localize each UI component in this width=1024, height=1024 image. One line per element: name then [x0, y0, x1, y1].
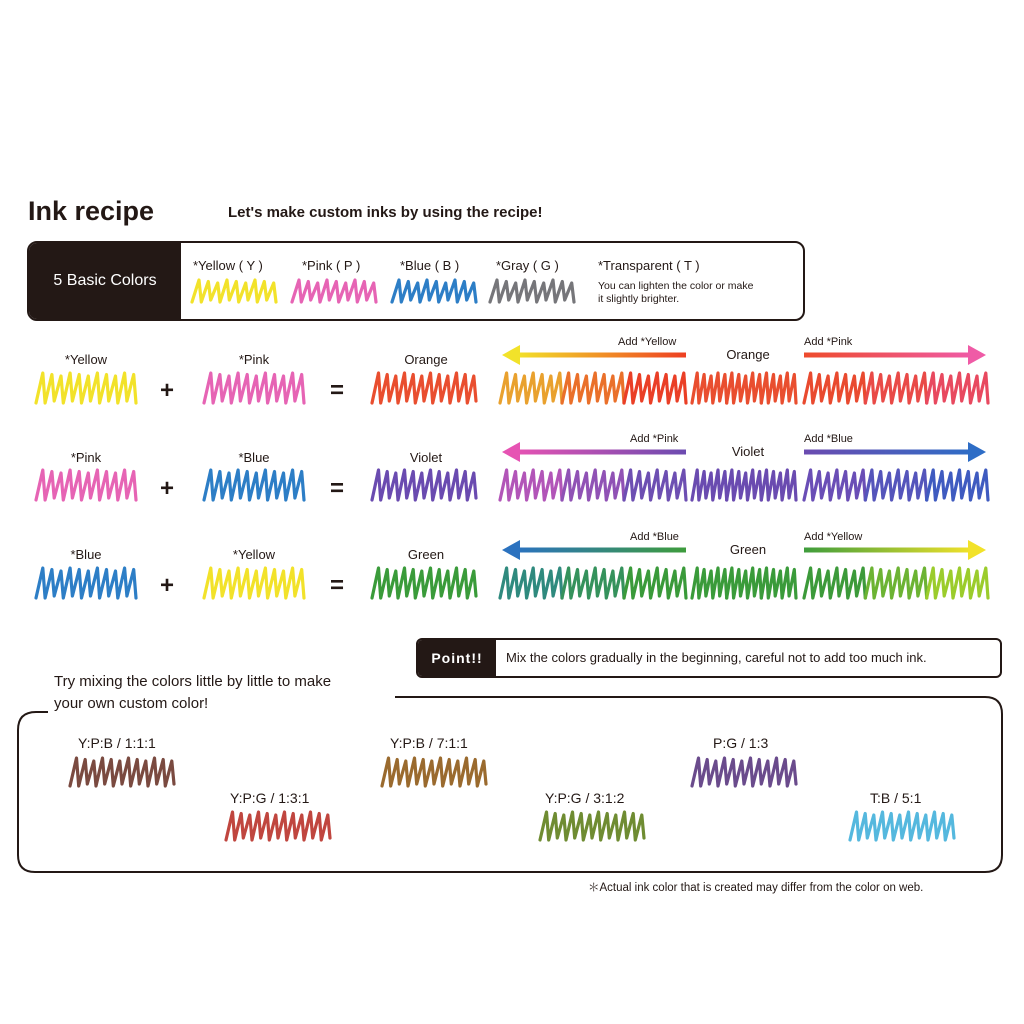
recipe1-strip-0-2: [624, 373, 686, 403]
equals-sign: =: [330, 377, 345, 404]
recipe3-strip-2-0: [804, 568, 865, 598]
custom-intro-line2: your own custom color!: [54, 695, 209, 712]
custom-intro-line1: Try mixing the colors little by little to make: [54, 673, 332, 690]
point-panel: [416, 638, 1002, 678]
custom-sample-label-2: Y:P:G / 1:3:1: [230, 790, 310, 806]
custom-sample-swatch-3: [382, 758, 486, 786]
recipe2-left-add-label: Add *Pink: [630, 433, 679, 445]
swatch-group: [36, 280, 988, 840]
recipe1-strip-0-0: [500, 373, 562, 403]
basic-swatch-1: [292, 280, 376, 302]
recipe1-left-arrow: [502, 345, 686, 365]
point-label: Point!!: [418, 640, 496, 676]
recipe2-b-swatch: [204, 470, 304, 500]
custom-sample-swatch-4: [540, 812, 644, 840]
recipe1-strip-1-0: [692, 373, 727, 403]
basic-colors-label: 5 Basic Colors: [29, 243, 181, 319]
recipe3-left-add-label: Add *Blue: [630, 531, 679, 543]
recipe1-strip-1-1: [727, 373, 762, 403]
recipe1-strip-2-2: [927, 373, 988, 403]
custom-sample-swatch-2: [226, 812, 330, 840]
custom-sample-swatch-1: [70, 758, 174, 786]
recipe3-strip-1-0: [692, 568, 727, 598]
custom-sample-label-6: T:B / 5:1: [870, 790, 922, 806]
recipe3-a-label: *Blue: [70, 547, 102, 562]
recipe2-strip-2-0: [804, 470, 865, 500]
recipe2-strip-1-0: [692, 470, 727, 500]
recipe1-left-add-label: Add *Yellow: [618, 336, 677, 348]
recipe3-strip-0-0: [500, 568, 562, 598]
custom-sample-label-3: Y:P:B / 7:1:1: [390, 735, 468, 751]
recipe3-strip-1-2: [761, 568, 796, 598]
basic-color-label-yellow: *Yellow ( Y ): [193, 258, 263, 273]
recipe3-strip-0-1: [562, 568, 624, 598]
recipe1-result-label: Orange: [404, 352, 448, 367]
recipe2-strip-0-2: [624, 470, 686, 500]
recipe1-result-swatch: [372, 373, 476, 403]
transparent-desc-line2: it slightly brighter.: [598, 293, 680, 305]
recipe3-strip-2-2: [927, 568, 988, 598]
plus-sign: +: [160, 377, 175, 404]
recipe2-strip-2-1: [865, 470, 926, 500]
recipe3-strip-1-1: [727, 568, 762, 598]
recipe2-right-arrow: [804, 442, 986, 462]
custom-sample-swatch-5: [692, 758, 796, 786]
recipe1-strip-2-0: [804, 373, 865, 403]
basic-color-label-transparent: *Transparent ( T ): [598, 258, 700, 273]
equals-sign: =: [330, 572, 345, 599]
recipe2-result-swatch: [372, 470, 476, 500]
recipe1-strip-2-1: [865, 373, 926, 403]
recipe1-a-swatch: [36, 373, 136, 403]
recipe3-b-label: *Yellow: [232, 547, 276, 562]
recipe2-strip-2-2: [927, 470, 988, 500]
recipe3-a-swatch: [36, 568, 136, 598]
plus-sign: +: [160, 572, 175, 599]
recipe2-a-swatch: [36, 470, 136, 500]
custom-sample-label-1: Y:P:B / 1:1:1: [78, 735, 156, 751]
footnote: ＊Actual ink color that is created may differ from the color on web.: [588, 882, 924, 894]
recipe2-strip-1-1: [727, 470, 762, 500]
recipe1-strip-1-2: [761, 373, 796, 403]
page-subtitle: Let's make custom inks by using the recipe!: [228, 204, 543, 221]
basic-swatch-2: [392, 280, 476, 302]
recipe1-b-label: *Pink: [238, 352, 270, 367]
page-title: Ink recipe: [28, 196, 155, 226]
recipe1-b-swatch: [204, 373, 304, 403]
custom-sample-swatch-6: [850, 812, 954, 840]
basic-color-label-pink: *Pink ( P ): [302, 258, 361, 273]
recipe2-result-label: Violet: [409, 450, 443, 465]
recipe3-result-swatch: [372, 568, 476, 598]
recipe1-strip-0-1: [562, 373, 624, 403]
recipe2-a-label: *Pink: [70, 450, 102, 465]
recipe2-left-arrow: [502, 442, 686, 462]
basic-color-label-blue: *Blue ( B ): [400, 258, 460, 273]
recipe2-strip-1-2: [761, 470, 796, 500]
transparent-desc-line1: You can lighten the color or make: [598, 280, 754, 292]
custom-sample-label-4: Y:P:G / 3:1:2: [545, 790, 625, 806]
recipe3-strip-2-1: [865, 568, 926, 598]
recipe3-strip-0-2: [624, 568, 686, 598]
recipe1-right-arrow: [804, 345, 986, 365]
recipe2-right-add-label: Add *Blue: [804, 433, 853, 445]
recipe3-result-label: Green: [407, 547, 445, 562]
recipe3-right-add-label: Add *Yellow: [804, 531, 863, 543]
basic-color-label-gray: *Gray ( G ): [496, 258, 559, 273]
basic-swatch-0: [192, 280, 276, 302]
recipe3-right-arrow: [804, 540, 986, 560]
equals-sign: =: [330, 475, 345, 502]
recipe3-center-label: Green: [729, 542, 767, 557]
recipe1-right-add-label: Add *Pink: [804, 336, 853, 348]
recipe3-b-swatch: [204, 568, 304, 598]
recipe2-b-label: *Blue: [238, 450, 270, 465]
custom-intro: [54, 671, 331, 715]
recipe2-center-label: Violet: [731, 444, 765, 459]
recipe3-left-arrow: [502, 540, 686, 560]
recipe1-a-label: *Yellow: [64, 352, 108, 367]
custom-sample-label-5: P:G / 1:3: [713, 735, 769, 751]
recipe1-center-label: Orange: [726, 347, 770, 362]
point-text: Mix the colors gradually in the beginning, careful not to add too much ink.: [506, 650, 927, 665]
basic-swatch-3: [490, 280, 574, 302]
recipe2-strip-0-0: [500, 470, 562, 500]
plus-sign: +: [160, 475, 175, 502]
recipe2-strip-0-1: [562, 470, 624, 500]
